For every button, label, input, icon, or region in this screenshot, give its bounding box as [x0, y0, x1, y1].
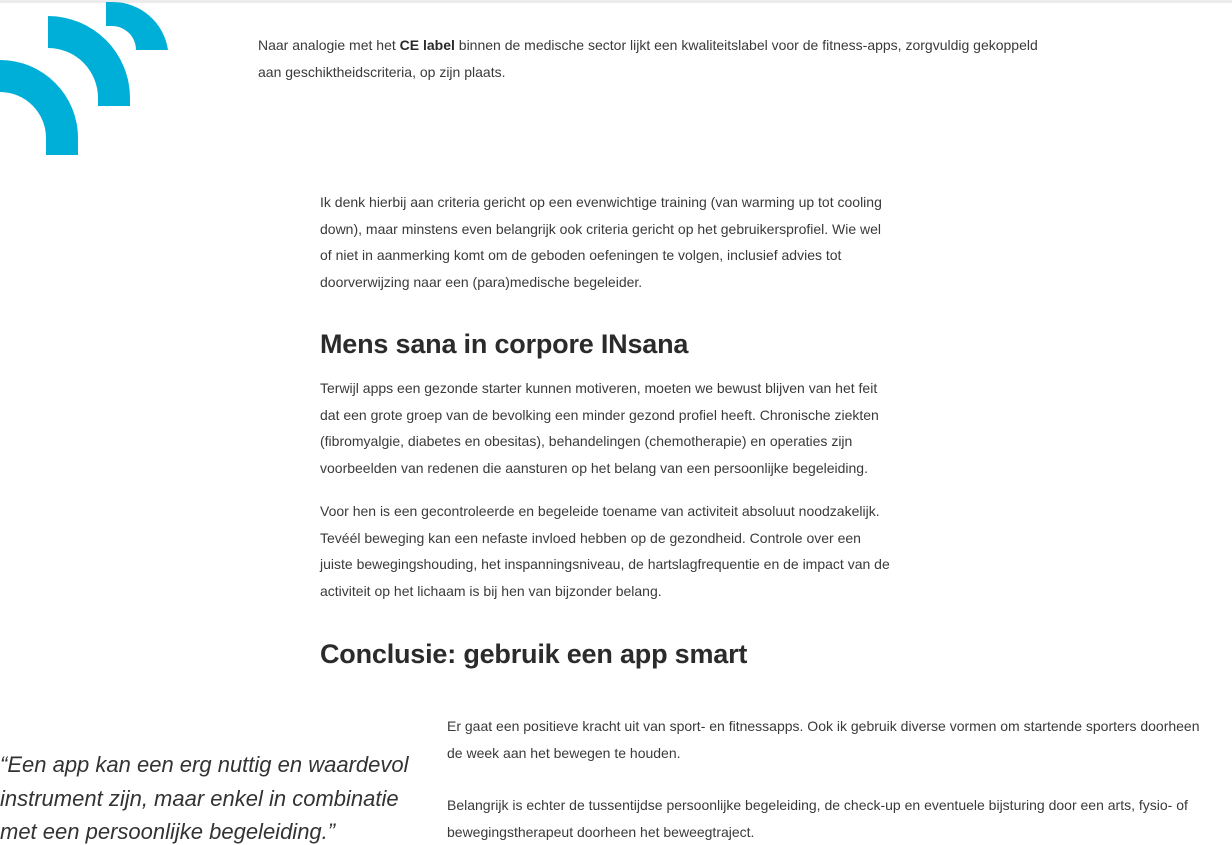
quarter-arcs-decoration-icon: [0, 0, 170, 160]
conclusion-block-2: [447, 792, 1207, 845]
top-divider: [0, 0, 1232, 3]
section-heading-conclusie: Conclusie: gebruik een app smart: [320, 639, 748, 669]
section-mens-sana-body: [320, 375, 895, 481]
criteria-block: [320, 189, 895, 295]
pull-quote: “Een app kan een erg nuttig en waardevol instrument zijn, maar enkel in combinatie met een persoonlijke begeleiding.”: [0, 752, 409, 844]
section-heading-mens-sana: Mens sana in corpore INsana: [320, 329, 689, 359]
body-paragraph: Voor hen is een gecontroleerde en begeleide toename van activiteit absoluut noodzakelijk. Tevéél beweging kan een nefaste invloed hebben op de gezondheid. Controle over een juiste bewegingshouding, het inspanningsniveau, de hartslagfrequentie en de impact van de activiteit op het lichaam is bij hen van bijzonder belang.: [320, 503, 890, 599]
intro-paragraph: Naar analogie met het CE label binnen de medische sector lijkt een kwaliteitslabel voor de fitness-apps, zorgvuldig gekoppeld aan geschiktheidscriteria, op zijn plaats.: [258, 37, 1038, 80]
conclusion-paragraph: Belangrijk is echter de tussentijdse persoonlijke begeleiding, de check-up en eventuele bijsturing door een arts, fysio- of bewegingstherapeut doorheen het beweegtraject.: [447, 797, 1188, 840]
section-mens-sana-body-2: [320, 498, 895, 604]
body-paragraph: Terwijl apps een gezonde starter kunnen motiveren, moeten we bewust blijven van het feit dat een grote groep van de bevolking een minder gezond profiel heeft. Chronische ziekten (fibromyalgie, diabetes en obesitas), behandelingen (chemotherapie) en operaties zijn voorbeelden van redenen die aansturen op het belang van een persoonlijke begeleiding.: [320, 380, 879, 476]
section-mens-sana: [320, 327, 895, 361]
ce-label-emphasis: CE label: [399, 37, 455, 53]
criteria-paragraph: Ik denk hierbij aan criteria gericht op een evenwichtige training (van warming up tot cooling down), maar minstens even belangrijk ook criteria gericht op het gebruikersprofiel. Wie wel of niet in aanmerking komt om de geboden oefeningen te volgen, inclusief advies tot doorverwijzing naar een (para)medische begeleider.: [320, 194, 882, 290]
section-conclusie: [320, 637, 895, 671]
conclusion-paragraph: Er gaat een positieve kracht uit van sport- en fitnessapps. Ook ik gebruik diverse vormen om startende sporters doorheen de week aan het bewegen te houden.: [447, 718, 1200, 761]
conclusion-block-1: [447, 713, 1207, 766]
